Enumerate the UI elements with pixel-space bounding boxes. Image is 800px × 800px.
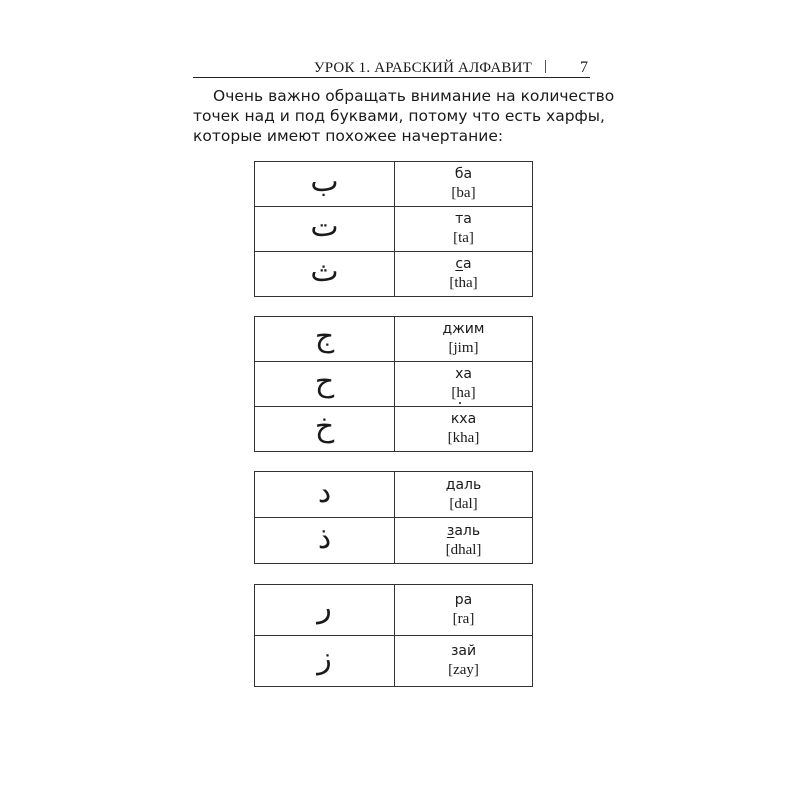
letter-cell	[255, 518, 395, 564]
letter-cell	[255, 162, 395, 207]
arabic-letter: ذ	[317, 520, 332, 556]
name-cell	[395, 518, 533, 564]
transliteration: [dhal]	[445, 541, 482, 558]
table-row	[255, 518, 533, 564]
letter-cell	[255, 252, 395, 297]
arabic-letter: ح	[314, 364, 335, 399]
table-row	[255, 472, 533, 518]
bracket-open: [	[451, 385, 457, 401]
name-cell	[395, 585, 533, 636]
chapter-title: УРОК 1. АРАБСКИЙ АЛФАВИТ	[313, 60, 532, 76]
arabic-letter: ر	[317, 590, 332, 625]
transliteration: [kha]	[447, 430, 480, 446]
transliteration: [ba]	[451, 185, 476, 201]
letter-name: зай	[450, 643, 477, 659]
transliteration: [jim]	[448, 340, 479, 356]
arabic-letter: ت	[310, 209, 339, 244]
letter-name: ра	[454, 592, 473, 608]
dotted-letter: h	[456, 385, 464, 401]
intro-line: Очень важно обращать внимание на количество	[213, 87, 615, 105]
table-row	[255, 362, 533, 407]
letter-table-jim-group	[254, 316, 533, 452]
arabic-letter: ج	[314, 319, 335, 354]
arabic-letter: د	[317, 474, 332, 510]
letter-cell	[255, 407, 395, 452]
name-cell	[395, 317, 533, 362]
transliteration: [ra]	[452, 611, 475, 627]
letter-name	[395, 255, 532, 274]
arabic-letter: ز	[317, 641, 332, 676]
running-head	[190, 58, 590, 78]
name-cell	[395, 636, 533, 687]
transliteration	[395, 384, 532, 403]
latin-rest: a]	[463, 385, 476, 401]
letter-cell	[255, 362, 395, 407]
table-row	[255, 207, 533, 252]
letter-name	[395, 522, 532, 541]
letter-name: та	[455, 211, 472, 227]
transliteration: [dal]	[449, 495, 478, 512]
letter-name: джим	[442, 321, 485, 337]
arabic-letter: خ	[314, 409, 335, 444]
arabic-letter: ب	[310, 164, 339, 199]
intro-paragraph	[193, 86, 615, 146]
letter-name: ба	[454, 166, 473, 182]
letter-table-ba-group	[254, 161, 533, 297]
intro-line: которые имеют похожее начертание:	[193, 127, 504, 145]
name-cell	[395, 207, 533, 252]
name-cell	[395, 162, 533, 207]
letter-cell	[255, 472, 395, 518]
arabic-letter: ث	[310, 254, 339, 289]
letter-table-dal-group	[254, 471, 533, 564]
table-row	[255, 407, 533, 452]
letter-cell	[255, 207, 395, 252]
transliteration: [zay]	[448, 662, 479, 678]
name-rest: аль	[454, 522, 481, 539]
table-row	[255, 162, 533, 207]
letter-name: кха	[450, 411, 477, 427]
name-rest: а	[463, 256, 472, 272]
letter-cell	[255, 585, 395, 636]
table-row	[255, 317, 533, 362]
name-cell	[395, 407, 533, 452]
transliteration: [tha]	[449, 275, 478, 291]
underlined-letter: з	[446, 522, 455, 539]
letter-name: ха	[455, 366, 472, 382]
page-number: 7	[580, 59, 588, 76]
name-cell	[395, 472, 533, 518]
letter-name: даль	[445, 476, 482, 493]
underlined-letter: с	[455, 256, 464, 272]
table-row	[255, 252, 533, 297]
transliteration: [ta]	[453, 230, 474, 246]
letter-table-ra-group	[254, 584, 533, 687]
intro-line: точек над и под буквами, потому что есть харфы,	[193, 107, 605, 125]
table-row	[255, 636, 533, 687]
table-row	[255, 585, 533, 636]
header-separator: |	[544, 58, 548, 74]
header-rule	[193, 77, 590, 78]
letter-cell	[255, 636, 395, 687]
letter-cell	[255, 317, 395, 362]
name-cell	[395, 362, 533, 407]
name-cell	[395, 252, 533, 297]
